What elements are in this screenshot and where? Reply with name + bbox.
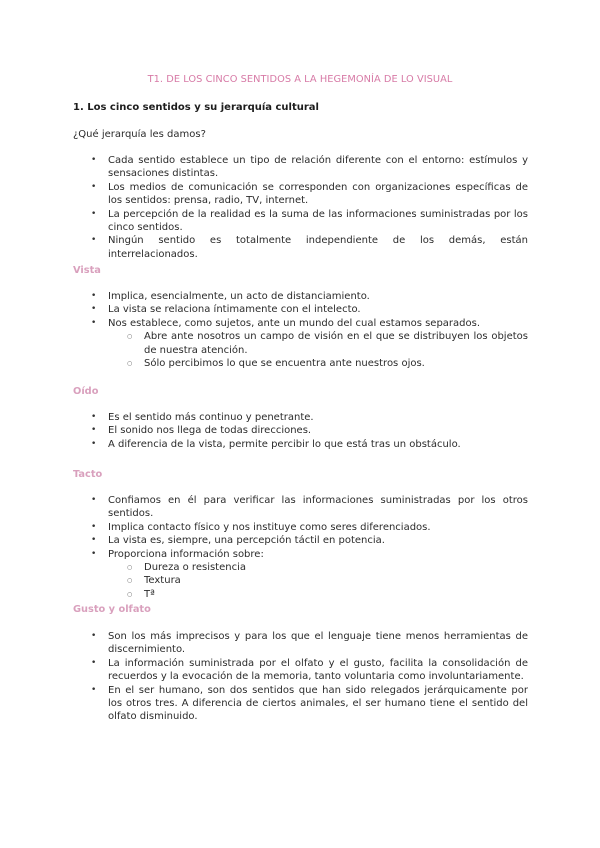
list-item: • Implica, esencialmente, un acto de distanciamiento. [108,290,528,303]
list-item-text: Proporciona información sobre: [108,548,264,560]
subheading-tacto: Tacto [73,469,103,480]
list-item [108,317,528,371]
sub-list-item: ○ Abre ante nosotros un campo de visión en el que se distribuyen los objetos de nuestra atención. [144,330,528,357]
list-item [108,548,528,602]
sub-list-item: ○ Sólo percibimos lo que se encuentra ante nuestros ojos. [144,357,528,370]
subheading-oido: Oído [73,386,99,397]
list-item: • La percepción de la realidad es la suma de las informaciones suministradas por los cinco sentidos. [108,208,528,235]
sub-list-item: ○ Tª [144,588,528,601]
list-item: • Los medios de comunicación se corresponden con organizaciones específicas de los sentidos: prensa, radio, TV, internet. [108,181,528,208]
list-item: • Son los más imprecisos y para los que el lenguaje tiene menos herramientas de discernimiento. [108,630,528,657]
sub-list-item: ○ Dureza o resistencia [144,561,528,574]
list-item: • Es el sentido más continuo y penetrante. [108,411,528,424]
list-item: • El sonido nos llega de todas direcciones. [108,424,528,437]
list-item: • La vista es, siempre, una percepción táctil en potencia. [108,534,528,547]
subheading-vista: Vista [73,265,101,276]
list-item: • En el ser humano, son dos sentidos que han sido relegados jerárquicamente por los otros tres. A diferencia de ciertos animales, el ser humano tiene el sentido del olfato disminuido. [108,684,528,724]
document-title: T1. DE LOS CINCO SENTIDOS A LA HEGEMONÍA DE LO VISUAL [147,74,453,85]
sub-list-item: ○ Textura [144,574,528,587]
section-heading: 1. Los cinco sentidos y su jerarquía cultural [73,102,319,113]
oido-list [0,411,528,451]
list-item: • Cada sentido establece un tipo de relación diferente con el entorno: estímulos y sensaciones distintas. [108,154,528,181]
tacto-sublist [108,561,528,601]
gusto-list [0,630,528,724]
list-item-text: Nos establece, como sujetos, ante un mundo del cual estamos separados. [108,317,481,329]
vista-sublist [108,330,528,370]
list-item: • A diferencia de la vista, permite percibir lo que está tras un obstáculo. [108,438,528,451]
tacto-list [0,494,528,601]
subheading-gusto-olfato: Gusto y olfato [73,604,151,615]
list-item: • Implica contacto físico y nos instituye como seres diferenciados. [108,521,528,534]
list-item: • Ningún sentido es totalmente independiente de los demás, están interrelacionados. [108,234,528,261]
intro-list [0,154,528,261]
vista-list [0,290,528,370]
list-item: • La información suministrada por el olfato y el gusto, facilita la consolidación de recuerdos y la evocación de la memoria, tanto voluntaria como involuntariamente. [108,657,528,684]
question-text: ¿Qué jerarquía les damos? [73,129,206,140]
list-item: • Confiamos en él para verificar las informaciones suministradas por los otros sentidos. [108,494,528,521]
list-item: • La vista se relaciona íntimamente con el intelecto. [108,303,528,316]
